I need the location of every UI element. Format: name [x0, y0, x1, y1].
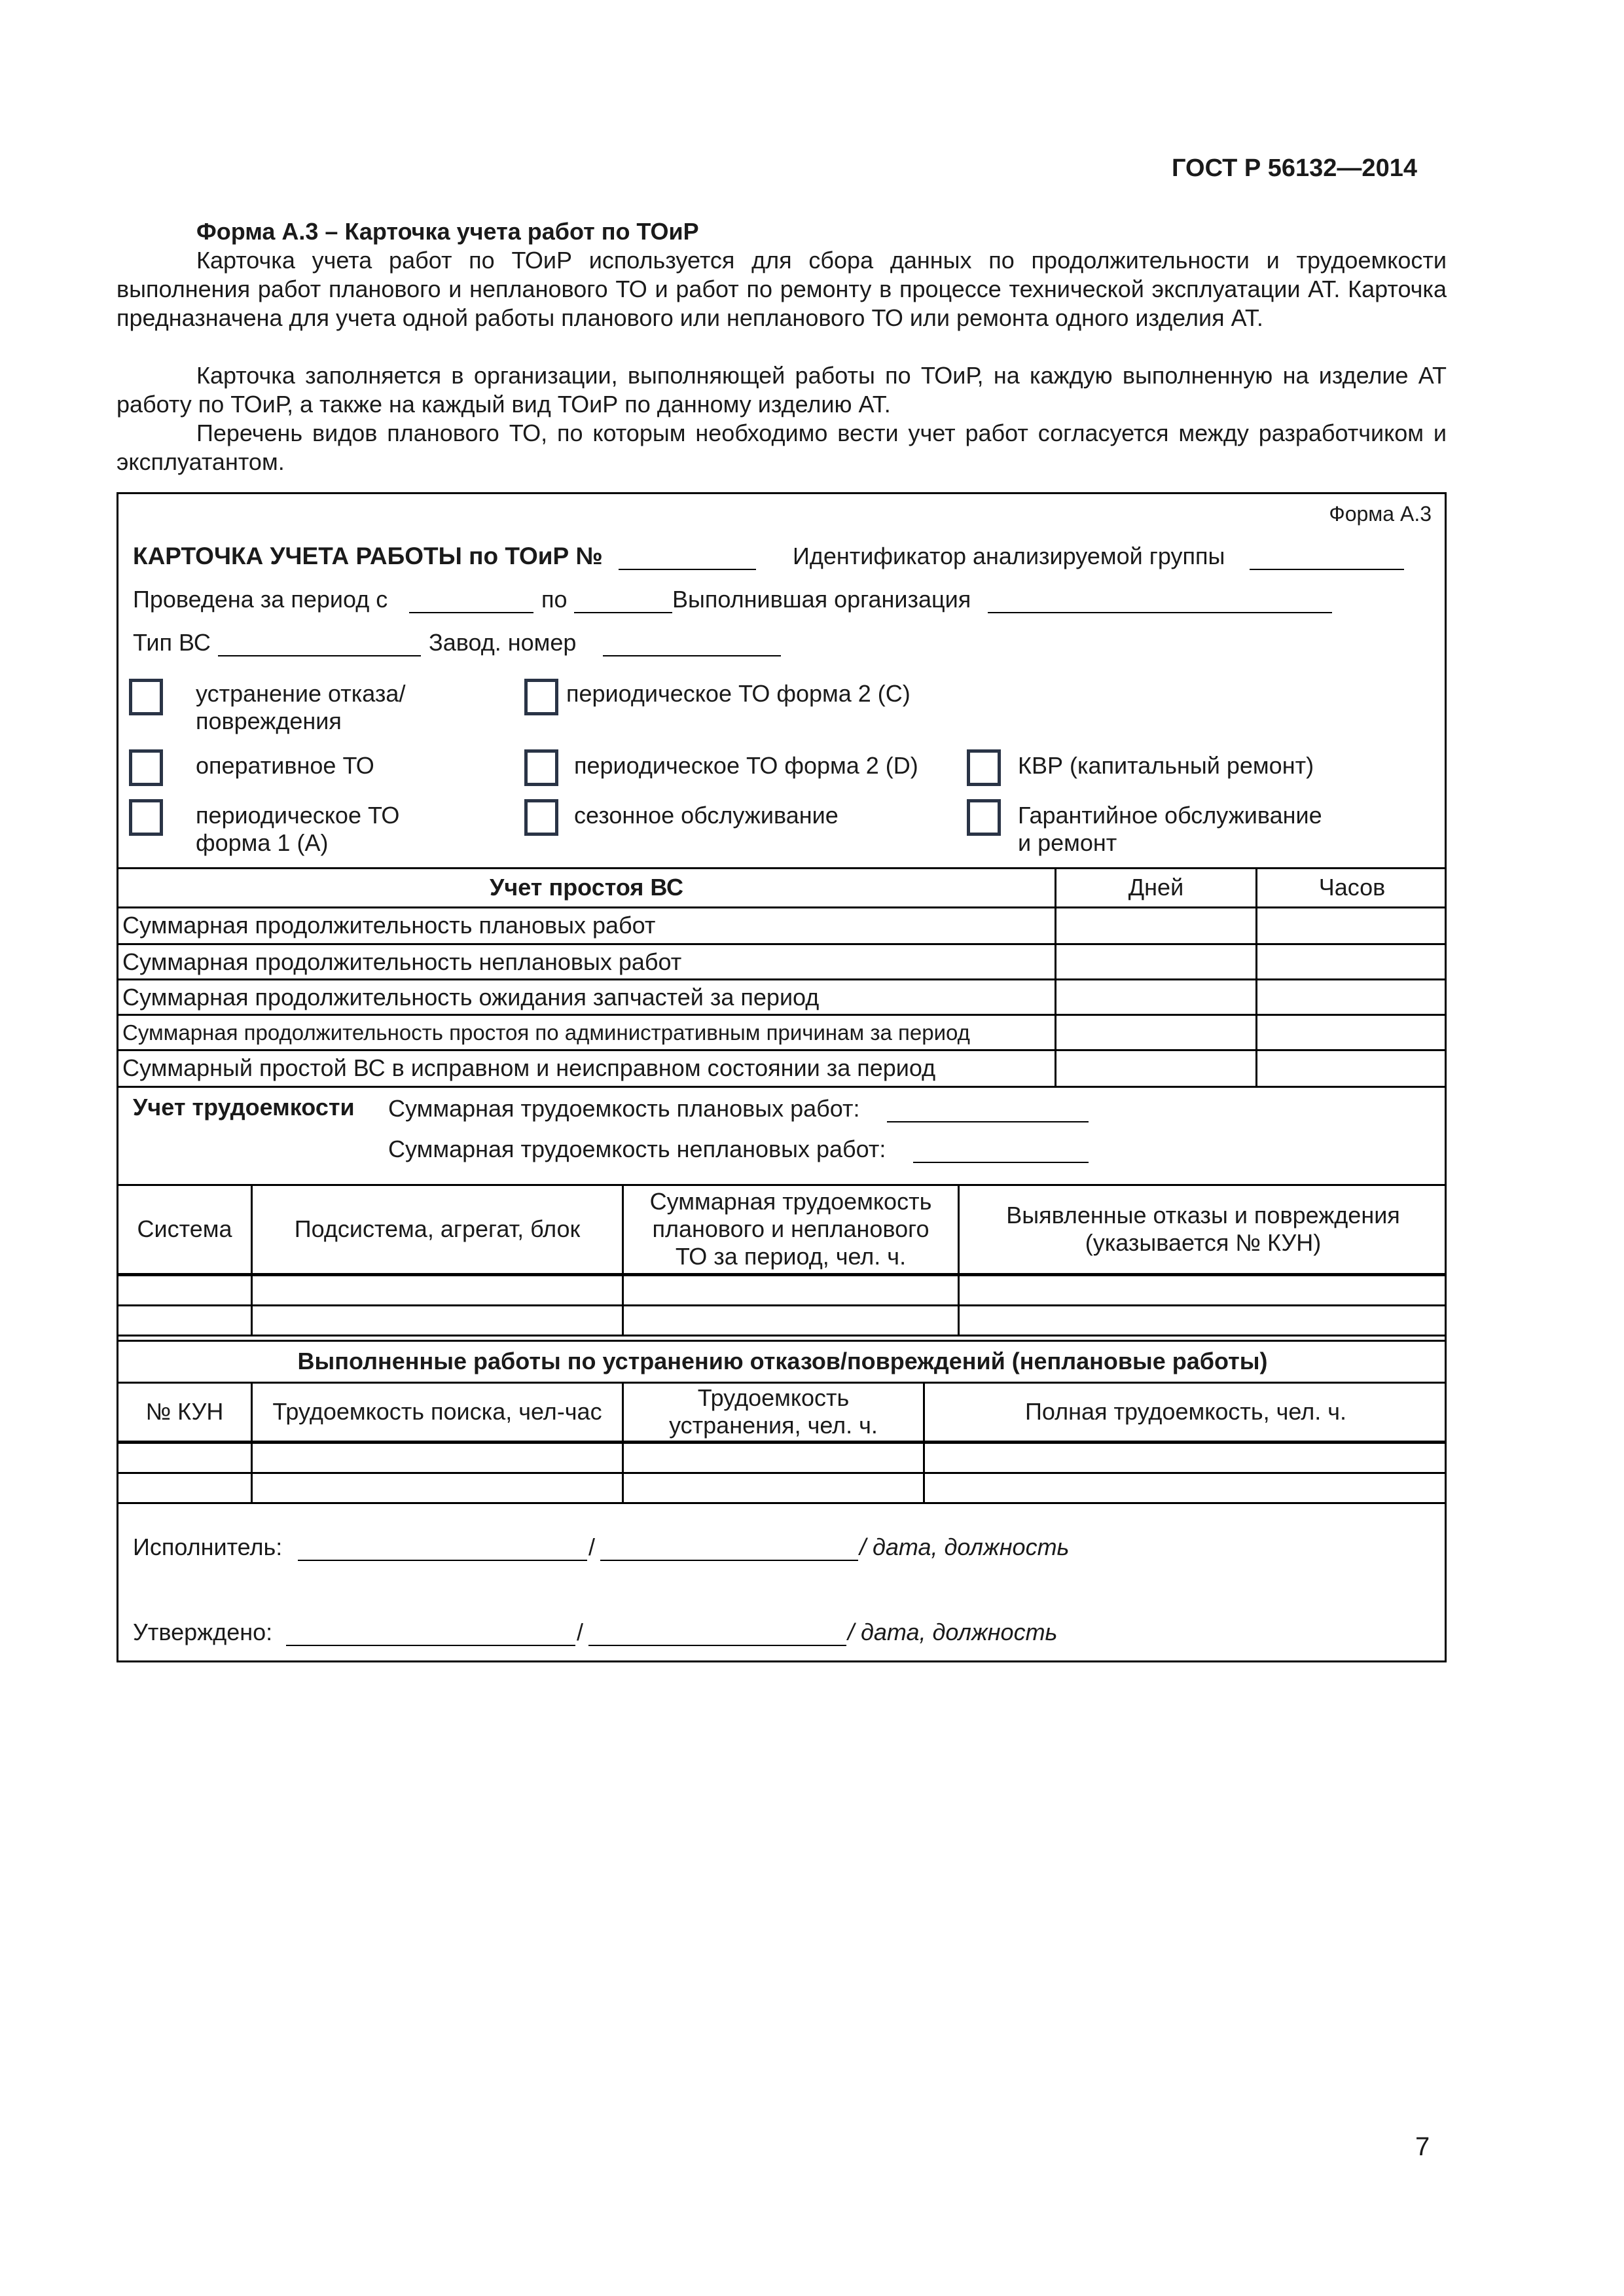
- checkbox-operational-to-label: оперативное ТО: [196, 752, 374, 779]
- systems-col-labor: Суммарная трудоемкость планового и непланового ТО за период, чел. ч.: [649, 1188, 932, 1270]
- aircraft-type-field[interactable]: [218, 655, 421, 656]
- intro-paragraph-1: [117, 246, 1447, 332]
- checkbox-periodic-form1-a-label: [196, 802, 399, 857]
- divider: [118, 1502, 1447, 1504]
- fixes-col-kun: № КУН: [145, 1398, 224, 1425]
- downtime-row-label: Суммарная продолжительность простоя по административным причинам за период: [122, 1020, 970, 1045]
- divider: [118, 1273, 1447, 1276]
- fixes-col-search: Трудоемкость поиска, чел-час: [272, 1398, 602, 1425]
- executor-separator: /: [588, 1534, 596, 1560]
- checkbox-periodic-form2-d[interactable]: [524, 749, 558, 786]
- divider: [958, 1184, 960, 1335]
- group-id-field[interactable]: [1250, 569, 1404, 570]
- downtime-row-label: Суммарный простой ВС в исправном и неисправном состоянии за период: [122, 1054, 936, 1081]
- divider: [118, 1472, 1447, 1474]
- approved-signature-field[interactable]: [588, 1645, 846, 1646]
- card-title: КАРТОЧКА УЧЕТА РАБОТЫ по ТОиР №: [133, 543, 603, 569]
- downtime-hours-header: Часов: [1318, 874, 1386, 901]
- form-label: Форма А.3: [1329, 502, 1432, 526]
- serial-number-label: Завод. номер: [429, 629, 577, 656]
- period-to-field[interactable]: [574, 612, 672, 613]
- divider: [622, 1184, 624, 1335]
- work-record-card-form: [117, 492, 1447, 1662]
- period-from-label: Проведена за период с: [133, 586, 388, 613]
- divider: [622, 1382, 624, 1502]
- labor-planned-field[interactable]: [887, 1121, 1089, 1122]
- checkbox-label-line: периодическое ТО: [196, 802, 400, 829]
- organization-label: Выполнившая организация: [672, 586, 971, 613]
- aircraft-type-label: Тип ВС: [133, 629, 211, 656]
- form-heading: [117, 217, 1447, 246]
- executor-label: Исполнитель:: [133, 1534, 283, 1560]
- executor-signature-field[interactable]: [600, 1560, 858, 1561]
- labor-planned-label: Суммарная трудоемкость плановых работ:: [388, 1095, 860, 1122]
- checkbox-overhaul-label: КВР (капитальный ремонт): [1018, 752, 1314, 779]
- fixes-col-total: Полная трудоемкость, чел. ч.: [1025, 1398, 1346, 1425]
- downtime-days-header: Дней: [1128, 874, 1184, 901]
- form-heading-text: Форма А.3 – Карточка учета работ по ТОиР: [196, 218, 699, 245]
- page-number: 7: [1415, 2132, 1430, 2161]
- labor-header: Учет трудоемкости: [133, 1094, 355, 1121]
- labor-unplanned-field[interactable]: [913, 1162, 1089, 1163]
- downtime-row-label: Суммарная продолжительность ожидания запчастей за период: [122, 984, 820, 1011]
- divider: [118, 1086, 1447, 1088]
- card-number-field[interactable]: [619, 569, 756, 570]
- checkbox-failure-repair[interactable]: [129, 679, 163, 715]
- divider: [1055, 867, 1056, 1086]
- downtime-header: Учет простоя ВС: [489, 874, 684, 901]
- checkbox-periodic-form1-a[interactable]: [129, 799, 163, 836]
- divider: [118, 1441, 1447, 1444]
- checkbox-periodic-form2-c[interactable]: [524, 679, 558, 715]
- intro-paragraph-2: [117, 361, 1447, 419]
- intro-paragraph-1-text: Карточка учета работ по ТОиР используется для сбора данных по продолжительности и трудоемкости выполнения работ планового и непланового ТО и работ по ремонту в процессе технической эксплуатации АТ. Карточка предназначена для учета одной работы планового или непланового ТО или ремонта одного изделия АТ.: [117, 247, 1447, 331]
- approved-separator: /: [577, 1619, 584, 1645]
- executor-name-field[interactable]: [298, 1560, 587, 1561]
- intro-paragraph-3-text: Перечень видов планового ТО, по которым необходимо вести учет работ согласуется между разработчиком и эксплуатантом.: [117, 420, 1447, 475]
- systems-col-subsystem: Подсистема, агрегат, блок: [294, 1215, 581, 1242]
- checkbox-overhaul[interactable]: [967, 749, 1001, 786]
- group-id-label: Идентификатор анализируемой группы: [793, 543, 1225, 569]
- checkbox-failure-repair-label: [196, 680, 405, 735]
- downtime-row-label: Суммарная продолжительность неплановых работ: [122, 948, 682, 975]
- checkbox-periodic-form2-c-label: периодическое ТО форма 2 (С): [566, 680, 911, 707]
- serial-number-field[interactable]: [603, 655, 781, 656]
- divider: [1255, 867, 1257, 1086]
- checkbox-label-line: форма 1 (А): [196, 829, 329, 856]
- divider: [251, 1184, 253, 1335]
- checkbox-seasonal-service-label: сезонное обслуживание: [574, 802, 839, 829]
- approved-date-position: / дата, должность: [848, 1619, 1058, 1645]
- executor-date-position: / дата, должность: [859, 1534, 1070, 1560]
- document-standard-number: ГОСТ Р 56132—2014: [1172, 154, 1417, 182]
- checkbox-warranty-service-label: [1018, 802, 1322, 857]
- checkbox-seasonal-service[interactable]: [524, 799, 558, 836]
- labor-unplanned-label: Суммарная трудоемкость неплановых работ:: [388, 1136, 886, 1162]
- divider: [923, 1382, 925, 1502]
- checkbox-periodic-form2-d-label: периодическое ТО форма 2 (D): [574, 752, 918, 779]
- checkbox-label-line: Гарантийное обслуживание: [1018, 802, 1322, 829]
- systems-col-failures: Выявленные отказы и повреждения (указывается № КУН): [1006, 1202, 1400, 1256]
- checkbox-warranty-service[interactable]: [967, 799, 1001, 836]
- systems-col-system: Система: [137, 1215, 232, 1242]
- period-to-label: по: [541, 586, 568, 613]
- period-from-field[interactable]: [409, 612, 533, 613]
- intro-paragraph-3: [117, 419, 1447, 476]
- divider: [118, 1335, 1447, 1336]
- approved-name-field[interactable]: [286, 1645, 575, 1646]
- checkbox-label-line: устранение отказа/: [196, 680, 406, 707]
- divider: [251, 1382, 253, 1502]
- checkbox-operational-to[interactable]: [129, 749, 163, 786]
- organization-field[interactable]: [988, 612, 1332, 613]
- intro-paragraph-2-text: Карточка заполняется в организации, выполняющей работы по ТОиР, на каждую выполненную на изделие АТ работу по ТОиР, а также на каждый вид ТОиР по данному изделию АТ.: [117, 362, 1447, 418]
- checkbox-label-line: и ремонт: [1018, 829, 1117, 856]
- fixes-header: Выполненные работы по устранению отказов/повреждений (неплановые работы): [297, 1348, 1268, 1374]
- divider: [118, 1304, 1447, 1306]
- approved-label: Утверждено:: [133, 1619, 273, 1645]
- fixes-col-elimination: Трудоемкость устранения, чел. ч.: [669, 1384, 878, 1439]
- downtime-row-label: Суммарная продолжительность плановых работ: [122, 912, 656, 939]
- checkbox-label-line: повреждения: [196, 708, 342, 734]
